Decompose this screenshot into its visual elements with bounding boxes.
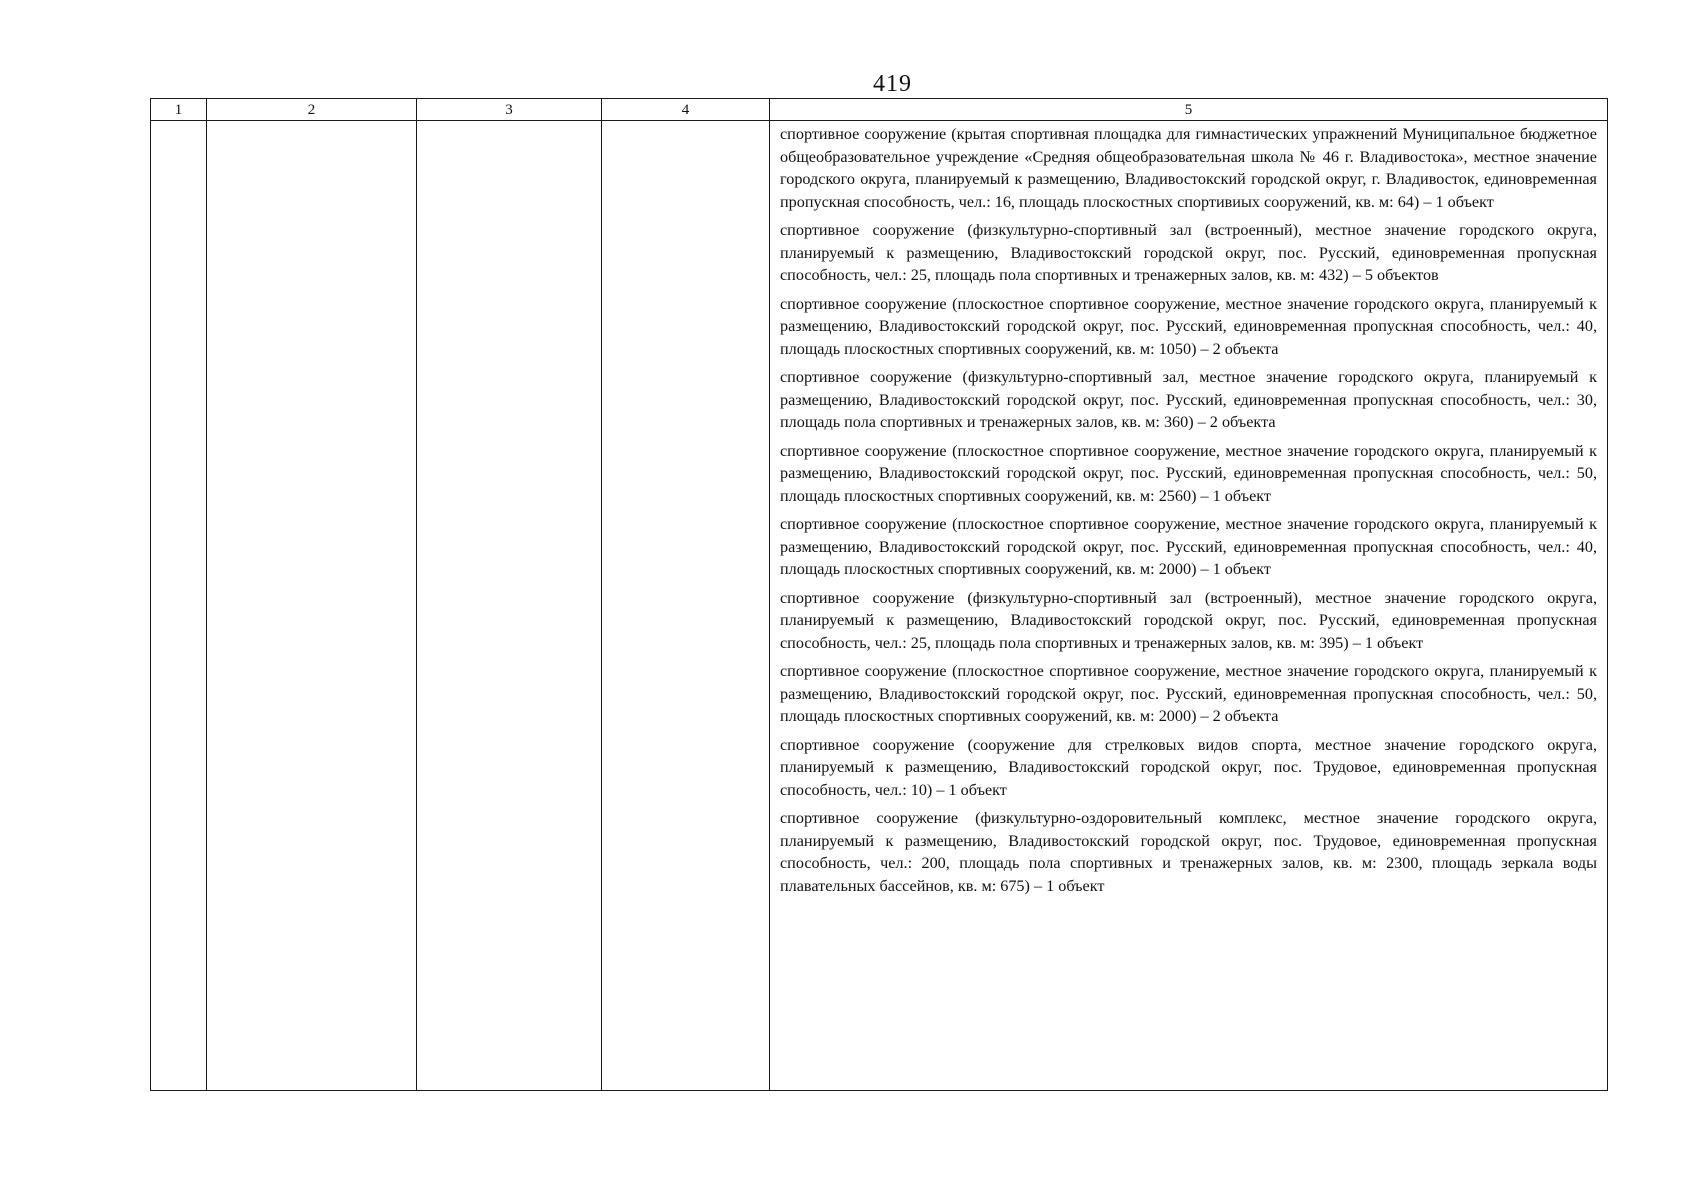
column-4-cell [602, 121, 770, 1091]
column-header-1: 1 [151, 99, 207, 121]
column-header-2: 2 [207, 99, 417, 121]
facility-entry: спортивное сооружение (плоскостное спортивное сооружение, местное значение городского округа, планируемый к размещению, Владивостокский городской округ, пос. Русский, единовременная пропускная способность, чел.: 40, площадь плоскостных спортивных сооружений, кв. м: 1050) – 2 объекта [780, 294, 1597, 358]
column-5-cell [770, 121, 1608, 1091]
facility-entry: спортивное сооружение (физкультурно-спортивный зал (встроенный), местное значение городского округа, планируемый к размещению, Владивостокский городской округ, пос. Русский, единовременная пропускная способность, чел.: 25, площадь пола спортивных и тренажерных залов, кв. м: 432) – 5 объектов [780, 221, 1597, 284]
facility-entry: спортивное сооружение (сооружение для стрелковых видов спорта, местное значение городского округа, планируемый к размещению, Владивостокский городской округ, пос. Трудовое, единовременная пропускная способность, чел.: 10) – 1 объект [780, 735, 1597, 799]
facility-entry: спортивное сооружение (плоскостное спортивное сооружение, местное значение городского округа, планируемый к размещению, Владивостокский городской округ, пос. Русский, единовременная пропускная способность, чел.: 50, площадь плоскостных спортивных сооружений, кв. м: 2000) – 2 объекта [780, 662, 1597, 725]
table-header-row [151, 99, 1608, 121]
page-number: 419 [873, 71, 912, 97]
table-row [151, 121, 1608, 1091]
column-header-4: 4 [602, 99, 770, 121]
document-table [150, 98, 1608, 1091]
column-2-cell [207, 121, 417, 1091]
column-header-5: 5 [770, 99, 1608, 121]
facility-entry: спортивное сооружение (физкультурно-спортивный зал (встроенный), местное значение городского округа, планируемый к размещению, Владивостокский городской округ, пос. Русский, единовременная пропускная способность, чел.: 25, площадь пола спортивных и тренажерных залов, кв. м: 395) – 1 объект [780, 588, 1597, 652]
column-3-cell [417, 121, 602, 1091]
facility-entry: спортивное сооружение (плоскостное спортивное сооружение, местное значение городского округа, планируемый к размещению, Владивостокский городской округ, пос. Русский, единовременная пропускная способность, чел.: 50, площадь плоскостных спортивных сооружений, кв. м: 2560) – 1 объект [780, 441, 1597, 505]
column-header-3: 3 [417, 99, 602, 121]
facility-entry: спортивное сооружение (плоскостное спортивное сооружение, местное значение городского округа, планируемый к размещению, Владивостокский городской округ, пос. Русский, единовременная пропускная способность, чел.: 40, площадь плоскостных спортивных сооружений, кв. м: 2000) – 1 объект [780, 515, 1597, 578]
column-1-cell [151, 121, 207, 1091]
facility-entry: спортивное сооружение (физкультурно-оздоровительный комплекс, местное значение городского округа, планируемый к размещению, Владивостокский городской округ, пос. Трудовое, единовременная пропускная способность, чел.: 200, площадь пола спортивных и тренажерных залов, кв. м: 2300, площадь зеркала воды плавательных бассейнов, кв. м: 675) – 1 объект [780, 809, 1597, 895]
facility-entry: спортивное сооружение (физкультурно-спортивный зал, местное значение городского округа, планируемый к размещению, Владивостокский городской округ, пос. Русский, единовременная пропускная способность, чел.: 30, площадь пола спортивных и тренажерных залов, кв. м: 360) – 2 объекта [780, 368, 1597, 431]
facility-entry: спортивное сооружение (крытая спортивная площадка для гимнастических упражнений Муниципальное бюджетное общеобразовательное учреждение «Средняя общеобразовательная школа № 46 г. Владивостока», местное значение городского округа, планируемый к размещению, Владивостокский городской округ, г. Владивосток, единовременная пропускная способность, чел.: 16, площадь плоскостных спортивиых сооружений, кв. м: 64) – 1 объект [780, 125, 1597, 211]
